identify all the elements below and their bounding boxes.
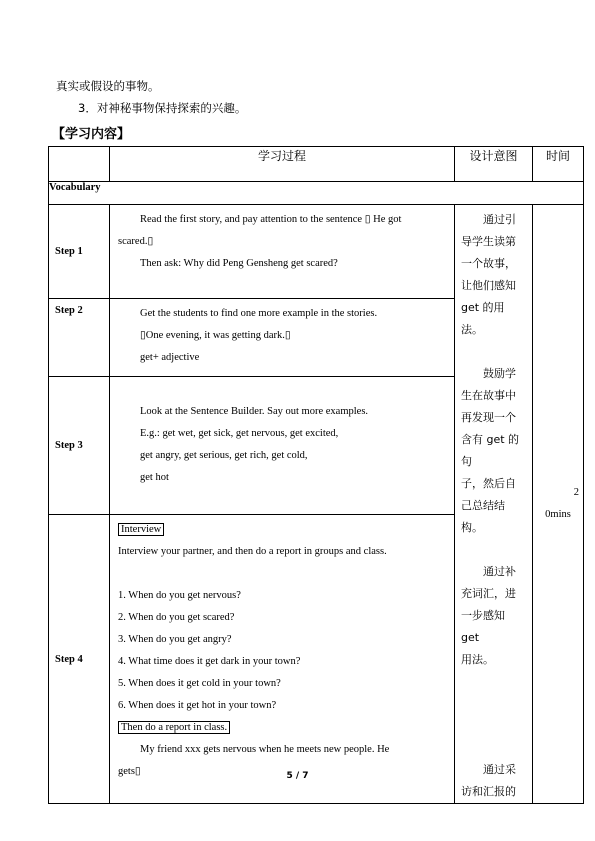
intent-line: 访和汇报的 — [461, 785, 516, 798]
text-line: Look at the Sentence Builder. Say out more examples. — [140, 405, 369, 417]
intro-line-1: 真实或假设的事物。 — [56, 79, 160, 93]
table-header-row — [49, 147, 584, 182]
step-1-content — [110, 205, 455, 299]
question-line: 4. What time does it get dark in your town? — [118, 656, 301, 668]
header-process: 学习过程 — [110, 147, 455, 182]
step-4-content — [110, 515, 455, 804]
intent-line: 通过补 — [483, 565, 516, 578]
step-label: Step 2 — [49, 298, 110, 376]
intent-line: 通过引 — [483, 213, 516, 226]
intent-line: 构。 — [461, 521, 483, 534]
intent-line: 鼓励学 — [483, 367, 516, 380]
text-line: get hot — [140, 471, 169, 483]
intent-line: 充词汇，进 — [461, 587, 516, 600]
text-line — [118, 717, 446, 739]
text-line — [118, 519, 446, 541]
text-line: My friend xxx gets nervous when he meets new people. He — [140, 744, 390, 756]
report-box: Then do a report in class. — [118, 721, 230, 734]
step-2-content — [110, 298, 455, 376]
text-line: gets▯ — [118, 766, 141, 778]
intent-line: 含有 get 的句 — [461, 433, 520, 468]
intent-line — [461, 539, 526, 561]
intent-line — [461, 715, 526, 737]
intent-line: 一个故事， — [461, 257, 516, 270]
question-line: 1. When do you get nervous? — [118, 590, 241, 602]
text-line: get angry, get serious, get rich, get cold, — [140, 449, 308, 461]
section-heading: 【学习内容】 — [52, 127, 131, 142]
text-line: Get the students to find one more example in the stories. — [140, 307, 378, 319]
text-line: scared.▯ — [118, 236, 154, 247]
question-line: 6. When does it get hot in your town? — [118, 700, 277, 712]
lesson-table — [48, 146, 584, 804]
intent-line: 生在故事中 — [461, 389, 516, 402]
text-line: Interview your partner, and then do a report in groups and class. — [118, 546, 387, 558]
text-line: Then ask: Why did Peng Gensheng get scared? — [140, 258, 338, 269]
text-line: E.g.: get wet, get sick, get nervous, get excited, — [140, 427, 339, 439]
intent-line: 一步感知 get — [461, 609, 505, 644]
time-line-1: 2 — [573, 487, 579, 498]
intent-line — [461, 693, 526, 715]
step-label: Step 4 — [49, 515, 110, 804]
vocabulary-row — [49, 182, 584, 205]
intent-line: 用法。 — [461, 653, 494, 666]
intent-line: 己总结结 — [461, 499, 505, 512]
header-intent: 设计意图 — [455, 147, 533, 182]
step-label: Step 3 — [49, 376, 110, 515]
question-line: 2. When do you get scared? — [118, 612, 235, 624]
intent-line — [461, 671, 526, 693]
intro-line-2: 3．对神秘事物保持探索的兴趣。 — [78, 101, 247, 115]
header-time: 时间 — [533, 147, 584, 182]
time-line-2: 0mins — [545, 509, 571, 520]
design-intent-cell — [455, 205, 533, 804]
intent-line: get 的用法。 — [461, 301, 505, 336]
intent-line: 通过采 — [483, 763, 516, 776]
page-number: 5 / 7 — [286, 771, 309, 781]
intent-line: 再发现一个 — [461, 411, 516, 424]
question-line: 5. When does it get cold in your town? — [118, 678, 281, 690]
text-line: get+ adjective — [140, 351, 200, 363]
text-line — [140, 563, 446, 585]
intent-line: 子，然后自 — [461, 477, 516, 490]
step-3-content — [110, 376, 455, 515]
intent-line — [461, 737, 526, 759]
text-line: ▯One evening, it was getting dark.▯ — [140, 329, 291, 341]
table-row-step-1 — [49, 205, 584, 299]
step-label: Step 1 — [49, 205, 110, 299]
time-cell — [533, 205, 584, 804]
interview-box: Interview — [118, 523, 164, 536]
text-line: Read the first story, and pay attention to the sentence ▯ He got — [140, 214, 402, 225]
intent-line: 让他们感知 — [461, 279, 516, 292]
intent-line: 导学生读第 — [461, 235, 516, 248]
vocabulary-label: Vocabulary — [49, 182, 584, 205]
intent-line — [461, 341, 526, 363]
question-line: 3. When do you get angry? — [118, 634, 232, 646]
header-empty-cell — [49, 147, 110, 182]
